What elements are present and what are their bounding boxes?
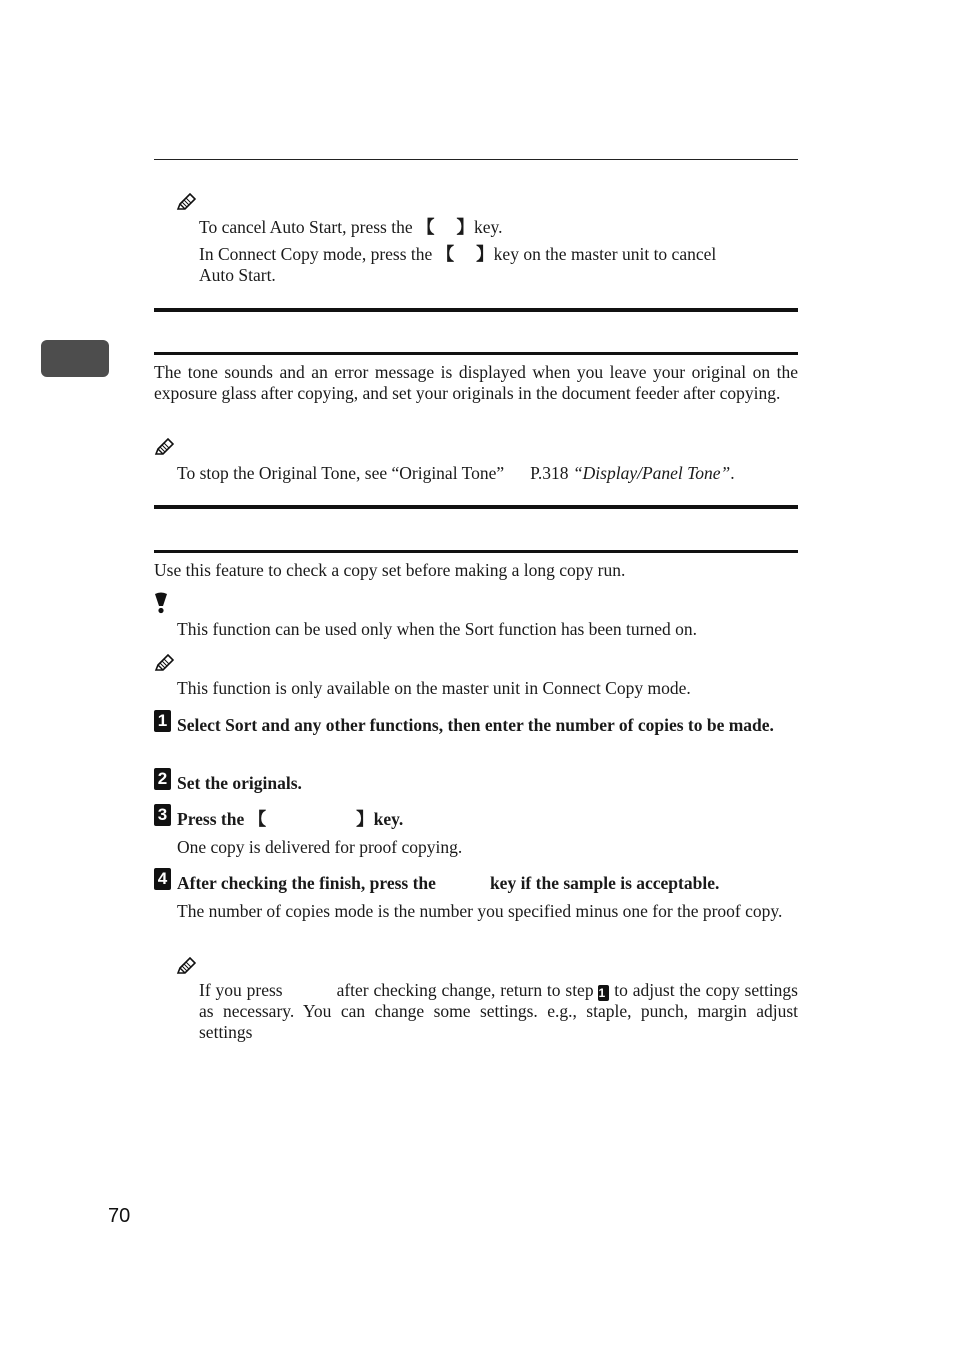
page-number: 70 xyxy=(108,1205,131,1227)
chapter-tab xyxy=(41,340,109,377)
sample-copy-intro: Use this feature to check a copy set before making a long copy run. xyxy=(154,560,626,580)
step-4-detail: The number of copies mode is the number you specified minus one for the proof copy. xyxy=(177,901,783,921)
original-tone-body: The tone sounds and an error message is displayed when you leave your original on the exposure glass after copying, and set your originals in the document feeder after copying. xyxy=(154,362,798,403)
autostart-note-line2: In Connect Copy mode, press the 【 】key on the master unit to cancel xyxy=(199,244,717,265)
limitation-icon xyxy=(153,592,169,614)
note-pencil-icon xyxy=(154,654,174,672)
step-2-text: Set the originals. xyxy=(177,773,302,793)
autostart-note-line1: To cancel Auto Start, press the 【 】key. xyxy=(199,217,503,238)
original-tone-note: To stop the Original Tone, see “Original Tone” P.318 “Display/Panel Tone”. xyxy=(177,463,735,483)
step-ref-number: 1 xyxy=(598,985,609,1001)
section-rule-top xyxy=(154,308,798,312)
sample-copy-note: This function is only available on the master unit in Connect Copy mode. xyxy=(177,678,691,698)
note-pencil-icon xyxy=(154,438,174,456)
step-4-text: After checking the finish, press the key if the sample is acceptable. xyxy=(177,873,720,893)
step-1-text: Select Sort and any other functions, then enter the number of copies to be made. xyxy=(177,715,774,735)
step-number: 2 xyxy=(154,768,171,790)
step-number: 4 xyxy=(154,868,171,890)
header-rule xyxy=(154,159,798,160)
step-4-note: If you press after checking change, return to step 1 to adjust the copy settings as necessary. You can change some settings. e.g., staple, punch, margin adjust settings xyxy=(199,980,798,1042)
section-rule-bottom xyxy=(154,352,798,355)
note-pencil-icon xyxy=(176,193,196,211)
step-number: 3 xyxy=(154,804,171,826)
note-pencil-icon xyxy=(176,957,196,975)
step-number: 1 xyxy=(154,710,171,732)
section-rule-bottom xyxy=(154,550,798,553)
step-3-detail: One copy is delivered for proof copying. xyxy=(177,837,463,857)
sample-copy-limitation: This function can be used only when the Sort function has been turned on. xyxy=(177,619,698,639)
autostart-note-line3: Auto Start. xyxy=(199,265,276,285)
section-rule-top xyxy=(154,505,798,509)
step-3-text: Press the 【 】key. xyxy=(177,809,404,830)
